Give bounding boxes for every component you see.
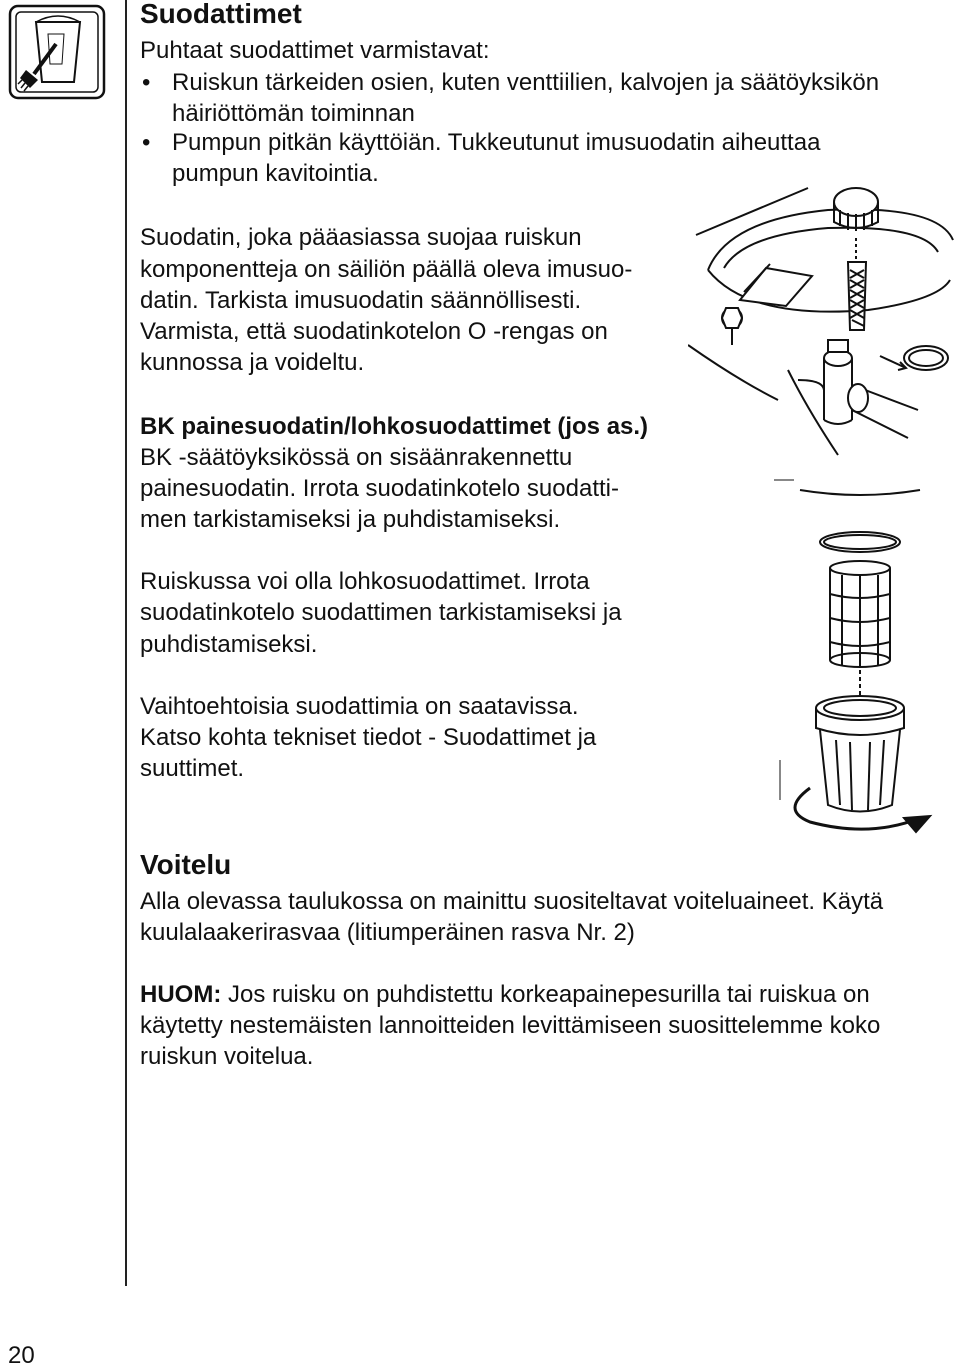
bullet-item-continuation: pumpun kavitointia. xyxy=(172,160,379,187)
pressure-filter-exploded-illustration xyxy=(770,470,960,850)
section-title-filters: Suodattimet xyxy=(140,0,302,29)
paragraph-line: Ruiskussa voi olla lohkosuodattimet. Irrota xyxy=(140,568,590,595)
paragraph-line: Vaihtoehtoisia suodattimia on saatavissa. xyxy=(140,693,579,720)
paragraph-line: men tarkistamiseksi ja puhdistamiseksi. xyxy=(140,506,561,533)
paragraph-line: Katso kohta tekniset tiedot - Suodattimet ja xyxy=(140,724,597,751)
subheading-bk-filter: BK painesuodatin/lohkosuodattimet (jos as.) xyxy=(140,413,649,440)
paragraph-line: Suodatin, joka pääasiassa suojaa ruiskun xyxy=(140,224,582,251)
section-title-lubrication: Voitelu xyxy=(140,849,232,880)
note-line: käytetty nestemäisten lannoitteiden levittämiseen suosittelemme koko xyxy=(140,1012,881,1039)
note-line: ruiskun voitelua. xyxy=(140,1043,314,1070)
maintenance-bucket-brush-icon xyxy=(8,4,106,100)
paragraph-line: kuulalaakerirasvaa (litiumperäinen rasva Nr. 2) xyxy=(140,919,635,946)
bullet-item-continuation: häiriöttömän toiminnan xyxy=(172,100,415,127)
note-line xyxy=(140,979,870,1010)
paragraph-line: Varmista, että suodatinkotelon O -rengas on xyxy=(140,318,608,345)
bullet-item: • Pumpun pitkän käyttöiän. Tukkeutunut imusuodatin aiheuttaa xyxy=(172,127,820,158)
paragraph-line: komponentteja on säiliön päällä oleva imusuo- xyxy=(140,256,633,283)
note-text: Jos ruisku on puhdistettu korkeapainepesurilla tai ruiskua on xyxy=(221,981,870,1008)
page-number: 20 xyxy=(8,1342,35,1369)
note-label: HUOM: xyxy=(140,981,222,1008)
margin-rule xyxy=(125,0,127,1286)
bullet-item: • Ruiskun tärkeiden osien, kuten venttiilien, kalvojen ja säätöyksikön xyxy=(172,67,879,98)
paragraph-line: kunnossa ja voideltu. xyxy=(140,349,365,376)
filters-intro: Puhtaat suodattimet varmistavat: xyxy=(140,37,490,64)
paragraph-line: Alla olevassa taulukossa on mainittu suositeltavat voiteluaineet. Käytä xyxy=(140,888,884,915)
paragraph-line: painesuodatin. Irrota suodatinkotelo suodatti- xyxy=(140,475,619,502)
paragraph-line: puhdistamiseksi. xyxy=(140,631,318,658)
paragraph-line: suuttimet. xyxy=(140,755,245,782)
paragraph-line: suodatinkotelo suodattimen tarkistamiseksi ja xyxy=(140,599,622,626)
suction-filter-illustration xyxy=(688,180,960,465)
paragraph-line: datin. Tarkista imusuodatin säännöllisesti. xyxy=(140,287,582,314)
paragraph-line: BK -säätöyksikössä on sisäänrakennettu xyxy=(140,444,573,471)
